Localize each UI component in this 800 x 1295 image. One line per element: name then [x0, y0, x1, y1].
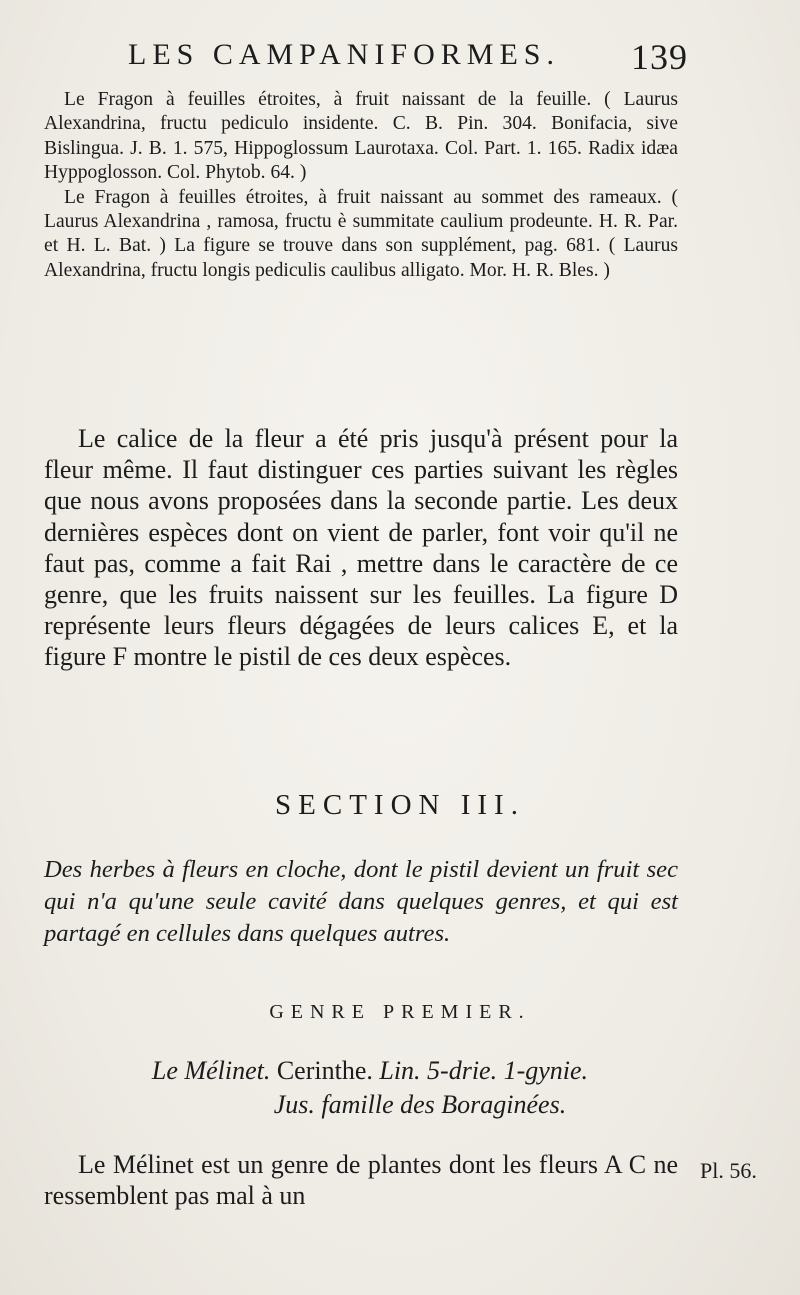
section-title: SECTION III.: [275, 789, 525, 821]
running-header: [128, 37, 688, 77]
page-number: 139: [631, 37, 688, 77]
genre-classification: Lin. 5-drie. 1-gynie.: [379, 1056, 589, 1085]
species-note-2: Le Fragon à feuilles étroites, à fruit naissant au sommet des rameaux. ( Laurus Alexandrina , ramosa, fructu è summitate caulium prodeunte. H. R. Par. et H. L. Bat. ) La figure se trouve dans son supplément, pag. 681. ( Laurus Alexandrina, fructu longis pediculis caulibus alligato. Mor. H. R. Bles. ): [44, 186, 678, 281]
genre-family: Jus. famille des Boraginées.: [273, 1090, 567, 1119]
body-paragraph: Le calice de la fleur a été pris jusqu'à présent pour la fleur même. Il faut distinguer ces parties suivant les règles que nous avons proposées dans la seconde partie. Les deux dernières espèces dont on vient de parler, font voir qu'il ne faut pas, comme a fait Rai , mettre dans le caractère de ce genre, que les fruits naissent sur les feuilles. La figure D représente leurs fleurs dégagées de leurs calices E, et la figure F montre le pistil de ces deux espèces.: [44, 424, 678, 672]
section-description-block: [44, 854, 678, 950]
final-paragraph: Le Mélinet est un genre de plantes dont les fleurs A C ne ressemblent pas mal à un: [44, 1150, 678, 1211]
body-text: [44, 423, 678, 673]
genre-name-line: [0, 1056, 740, 1086]
header-title: LES CAMPANIFORMES.: [128, 38, 560, 71]
genre-heading: [0, 1001, 800, 1024]
plate-reference: Pl. 56.: [700, 1158, 757, 1183]
species-notes: [44, 88, 678, 283]
genre-name-french: Le Mélinet.: [151, 1056, 271, 1085]
genre-family-line: [50, 1090, 790, 1120]
final-text: [44, 1149, 678, 1211]
genre-name-latin: Cerinthe.: [276, 1056, 373, 1085]
section-description: Des herbes à fleurs en cloche, dont le pistil devient un fruit sec qui n'a qu'une seule cavité dans quelques genres, et qui est partagé en cellules dans quelques autres.: [44, 856, 678, 947]
genre-heading-text: GENRE PREMIER.: [269, 1001, 531, 1023]
species-note-1: Le Fragon à feuilles étroites, à fruit naissant de la feuille. ( Laurus Alexandrina, fructu pediculo insidente. C. B. Pin. 304. Bonifacia, sive Bislingua. J. B. 1. 575, Hippoglossum Laurotaxa. Col. Part. 1. 165. Radix idæa Hyppoglosson. Col. Phytob. 64. ): [44, 89, 678, 184]
